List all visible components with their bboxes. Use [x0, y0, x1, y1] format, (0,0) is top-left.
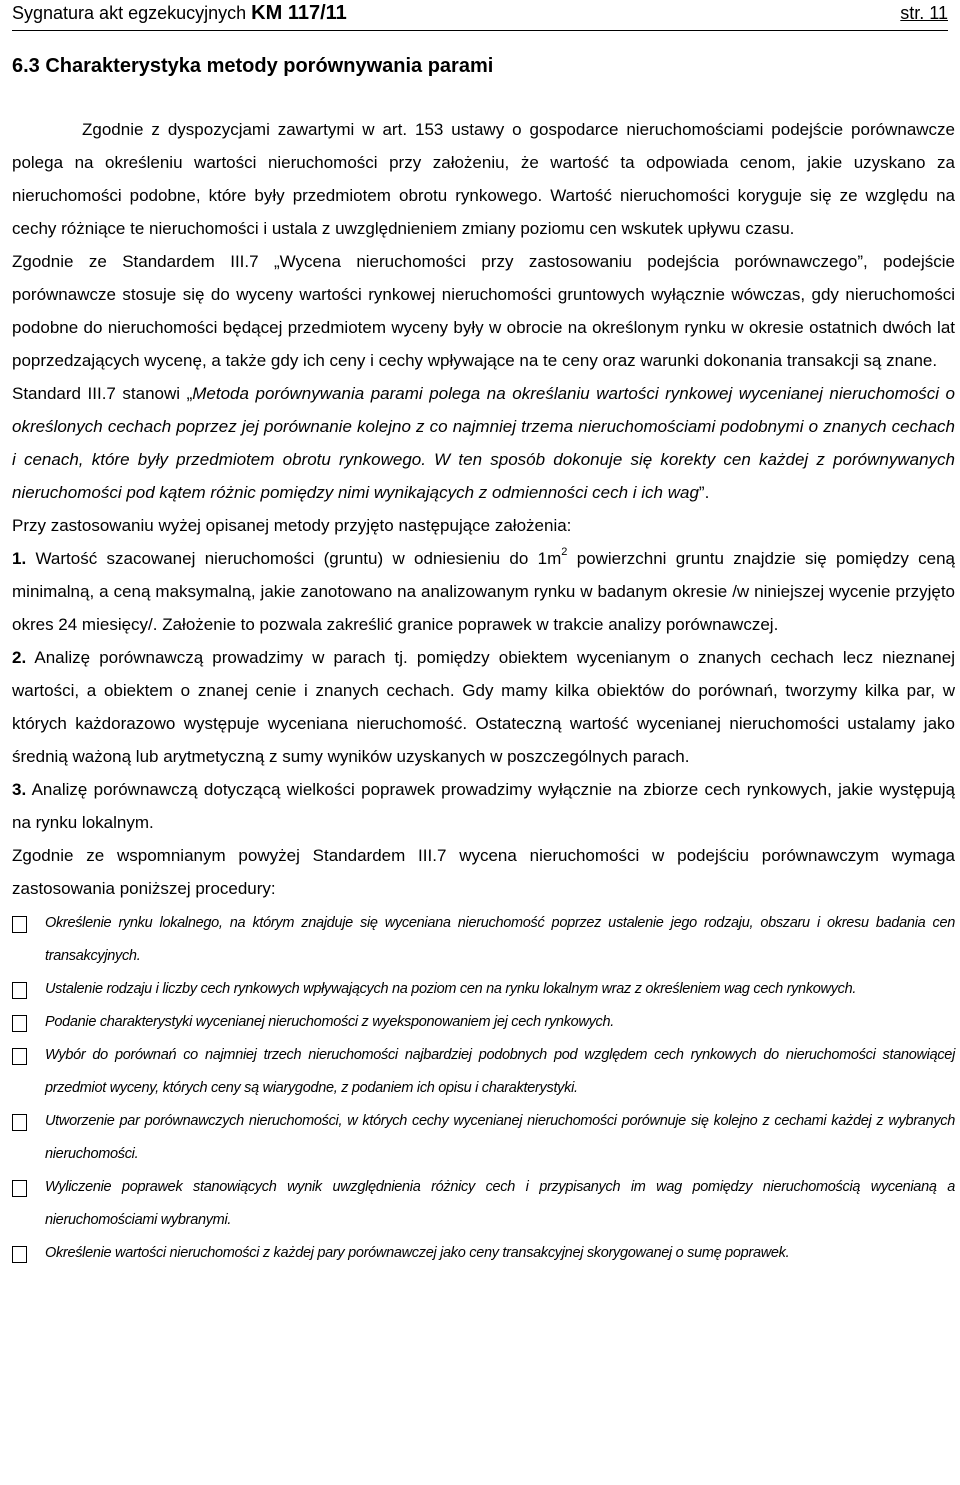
- list-item: [12, 1171, 955, 1237]
- assumption-1-text-b: powierzchni gruntu znajdzie się pomiędzy ceną minimalną, a ceną maksymalną, jakie zanotowano na analizowanym rynku w badanym okresie /w niniejszej wycenie przyjęto okres 24 miesięcy/. Założenie to pozwala zakreślić granice poprawek w trakcie analizy porównawczej.: [12, 549, 956, 634]
- list-item: [12, 907, 955, 973]
- assumption-3: [12, 773, 955, 839]
- assumption-2-number: 2.: [12, 648, 27, 667]
- paragraph-procedure: Zgodnie ze wspomnianym powyżej Standardem III.7 wycena nieruchomości w podejściu porównawczym wymaga zastosowania poniższej procedury:: [12, 846, 955, 898]
- section-title: 6.3 Charakterystyka metody porównywania parami: [12, 55, 494, 77]
- paragraph-intro: Zgodnie z dyspozycjami zawartymi w art. 153 ustawy o gospodarce nieruchomościami podejście porównawcze polega na określeniu wartości nieruchomości przy założeniu, że wartość ta odpowiada cenom, jakie uzyskano za nieruchomości podobne, które były przedmiotem obrotu rynkowego. Wartość nieruchomości koryguje się ze względu na cechy różniące te nieruchomości i ustala z uwzględnieniem zmiany poziomu cen wskutek upływu czasu.: [12, 120, 955, 238]
- assumption-2: [12, 641, 955, 773]
- quote-text: Metoda porównywania parami polega na określaniu wartości rynkowej wycenianej nieruchomości o określonych cechach poprzez jej porównanie kolejno z co najmniej trzema nieruchomościami podobnymi o znanych cechach i cenach, które były przedmiotem obrotu rynkowego. W ten sposób dokonuje się korekty cen każdej z porównywanych nieruchomości pod kątem różnic pomiędzy nimi wynikających z odmienności cech i ich wag: [12, 384, 955, 502]
- case-number: KM 117/11: [251, 2, 347, 24]
- page-header: [12, 2, 948, 30]
- list-item: [12, 973, 955, 1006]
- assumption-1-superscript: 2: [561, 546, 568, 558]
- page-number: str. 11: [900, 3, 948, 23]
- procedure-list: [12, 907, 955, 1270]
- assumption-3-text: Analizę porównawczą dotyczącą wielkości poprawek prowadzimy wyłącznie na zbiorze cech rynkowych, jakie występują na rynku lokalnym.: [12, 780, 955, 832]
- list-item-text: Utworzenie par porównawczych nieruchomości, w których cechy wycenianej nieruchomości porównuje się kolejno z cechami każdej z wybranych nieruchomości.: [45, 1113, 955, 1162]
- checkbox-bullet-icon: [12, 1180, 27, 1197]
- paragraph-standard: Zgodnie ze Standardem III.7 „Wycena nieruchomości przy zastosowaniu podejścia porównawczego”, podejście porównawcze stosuje się do wyceny wartości rynkowej nieruchomości gruntowych wyłącznie wówczas, gdy nieruchomości podobne do nieruchomości będącej przedmiotem wyceny były w obrocie na określonym rynku w okresie ostatnich dwóch lat poprzedzających wycenę, a także gdy ich ceny i cechy wpływające na te ceny oraz warunki dokonania transakcji są znane.: [12, 252, 955, 370]
- assumption-3-number: 3.: [12, 780, 27, 799]
- list-item-text: Określenie rynku lokalnego, na którym znajduje się wyceniana nieruchomość poprzez ustalenie jego rodzaju, obszaru i okresu badania cen transakcyjnych.: [45, 915, 955, 964]
- checkbox-bullet-icon: [12, 1048, 27, 1065]
- list-item-text: Podanie charakterystyki wycenianej nieruchomości z wyeksponowaniem jej cech rynkowych.: [45, 1014, 614, 1030]
- checkbox-bullet-icon: [12, 1246, 27, 1263]
- list-item: [12, 1237, 955, 1270]
- document-body: [12, 113, 955, 1270]
- header-prefix: Sygnatura akt egzekucyjnych: [12, 3, 247, 23]
- checkbox-bullet-icon: [12, 982, 27, 999]
- assumption-2-text: Analizę porównawczą prowadzimy w parach tj. pomiędzy obiektem wycenianym o znanych cechach lecz nieznanej wartości, a obiektem o znanej cenie i znanych cechach. Gdy mamy kilka obiektów do porównań, tworzymy kilka par, w których każdorazowo występuje wyceniana nieruchomość. Ostateczną wartość wycenianej nieruchomości ustalamy jako średnią ważoną lub arytmetyczną z sumy wyników uzyskanych w poszczególnych parach.: [12, 648, 955, 766]
- paragraph-assumptions: Przy zastosowaniu wyżej opisanej metody przyjęto następujące założenia:: [12, 516, 572, 535]
- list-item-text: Wybór do porównań co najmniej trzech nieruchomości najbardziej podobnych pod względem cech rynkowych do nieruchomości stanowiącej przedmiot wyceny, których ceny są wiarygodne, z podaniem ich opisu i charakterystyki.: [45, 1047, 955, 1096]
- quote-lead: Standard III.7 stanowi „: [12, 384, 193, 403]
- header-signature: [12, 2, 347, 25]
- assumption-1: [12, 542, 955, 641]
- list-item: [12, 1039, 955, 1105]
- assumption-1-number: 1.: [12, 549, 27, 568]
- checkbox-bullet-icon: [12, 916, 27, 933]
- checkbox-bullet-icon: [12, 1114, 27, 1131]
- list-item-text: Wyliczenie poprawek stanowiących wynik uwzględnienia różnicy cech i przypisanych im wag pomiędzy nieruchomością wycenianą a nieruchomościami wybranymi.: [45, 1179, 955, 1228]
- paragraph-standard-quote: [12, 377, 955, 509]
- checkbox-bullet-icon: [12, 1015, 27, 1032]
- assumption-1-text-a: Wartość szacowanej nieruchomości (gruntu) w odniesieniu do 1m: [26, 549, 562, 568]
- list-item-text: Ustalenie rodzaju i liczby cech rynkowych wpływających na poziom cen na rynku lokalnym wraz z określeniem wag cech rynkowych.: [45, 981, 857, 997]
- quote-tail: ”.: [698, 483, 710, 502]
- list-item-text: Określenie wartości nieruchomości z każdej pary porównawczej jako ceny transakcyjnej skorygowanej o sumę poprawek.: [45, 1245, 790, 1261]
- list-item: [12, 1006, 955, 1039]
- list-item: [12, 1105, 955, 1171]
- header-rule: [12, 30, 948, 31]
